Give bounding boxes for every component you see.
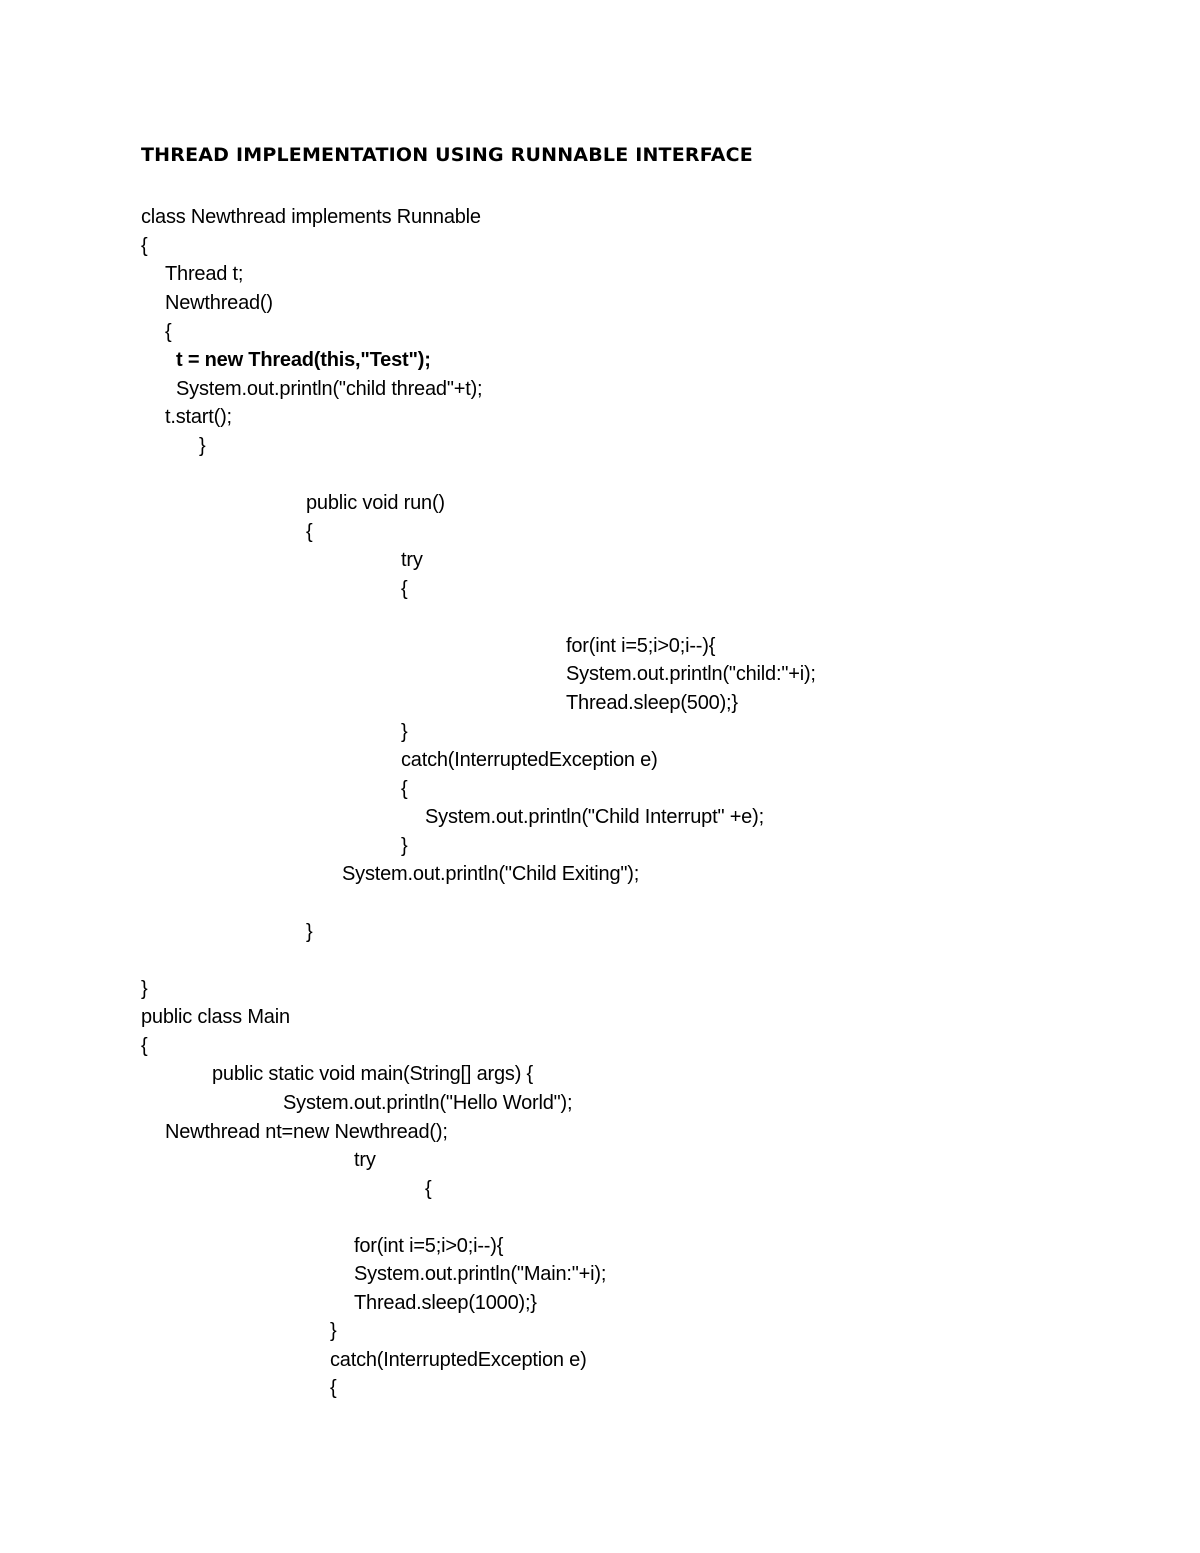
code-line: { — [401, 578, 408, 600]
code-line: { — [425, 1178, 432, 1200]
code-line: } — [330, 1320, 337, 1342]
code-line: } — [401, 721, 408, 743]
code-line: } — [401, 835, 408, 857]
code-line: System.out.println("Child Interrupt" +e); — [425, 806, 764, 828]
code-line: catch(InterruptedException e) — [401, 749, 658, 771]
code-line: Newthread nt=new Newthread(); — [165, 1121, 448, 1143]
code-line-bold: t = new Thread(this,"Test"); — [176, 349, 431, 371]
code-line: for(int i=5;i>0;i--){ — [566, 635, 716, 657]
code-line: public class Main — [141, 1006, 290, 1028]
code-line: System.out.println("child:"+i); — [566, 663, 816, 685]
code-line: { — [401, 778, 408, 800]
code-line: Thread.sleep(500);} — [566, 692, 738, 714]
code-line: { — [330, 1377, 337, 1399]
code-line: { — [165, 321, 172, 343]
code-line: try — [401, 549, 423, 571]
code-line: class Newthread implements Runnable — [141, 206, 481, 228]
code-line: { — [141, 235, 148, 257]
code-line: { — [306, 521, 313, 543]
code-line: System.out.println("Main:"+i); — [354, 1263, 607, 1285]
code-line: Newthread() — [165, 292, 273, 314]
code-line: t.start(); — [165, 406, 232, 428]
code-line: System.out.println("Child Exiting"); — [342, 863, 640, 885]
code-line: System.out.println("child thread"+t); — [176, 378, 483, 400]
code-line: { — [141, 1035, 148, 1057]
code-line: } — [306, 921, 313, 943]
code-line: try — [354, 1149, 376, 1171]
code-line: System.out.println("Hello World"); — [283, 1092, 573, 1114]
code-line: catch(InterruptedException e) — [330, 1349, 587, 1371]
code-line: public static void main(String[] args) { — [212, 1063, 534, 1085]
code-line: Thread.sleep(1000);} — [354, 1292, 537, 1314]
code-line: } — [199, 435, 206, 457]
code-line: public void run() — [306, 492, 445, 514]
code-line: } — [141, 978, 148, 1000]
document-title: THREAD IMPLEMENTATION USING RUNNABLE INTERFACE — [141, 144, 753, 166]
code-line: for(int i=5;i>0;i--){ — [354, 1235, 504, 1257]
code-line: Thread t; — [165, 263, 244, 285]
